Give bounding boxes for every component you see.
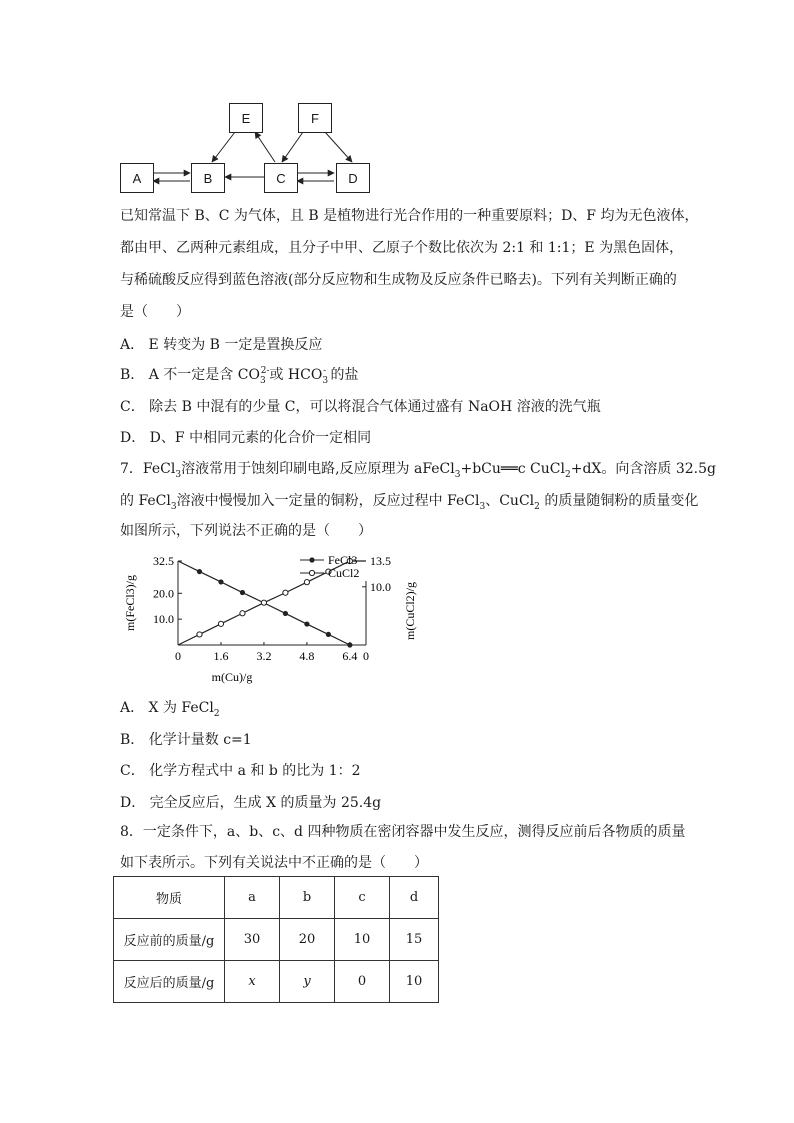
sub: 2 [564,469,571,480]
arrow-f-to-d [325,132,352,162]
left-tick-label: 10.0 [153,612,174,627]
data-point-fecl3 [283,611,288,616]
legend-label-cucl2: CuCl2 [328,566,360,580]
table-cell: 10 [335,919,390,961]
arrow-e-to-b [212,132,235,162]
node-d: D [336,163,370,193]
left-tick-label: 20.0 [153,586,174,601]
t: 的 FeCl [120,493,171,509]
data-point-fecl3 [240,590,245,595]
sub: 3 [454,469,461,480]
legend-label-fecl3: FeCl3 [328,553,358,567]
sub: 2 [534,501,540,512]
t: 7．FeCl [120,461,176,477]
table-cell: 反应后的质量/g [114,961,225,1003]
q7-option-c[interactable]: C． 化学方程式中 a 和 b 的比为 1：2 [120,763,361,779]
right-tick-label: 13.5 [370,554,391,568]
table-cell: y [280,961,335,1003]
table-cell: x [225,961,280,1003]
sup: - [323,366,327,377]
table-header-cell: 物质 [114,877,225,919]
node-a: A [120,163,154,193]
q7-stem-line-3: 如图所示，下列说法不正确的是（ ） [120,523,372,539]
x-tick-label: 1.6 [213,649,229,663]
sub: 3 [259,375,266,386]
node-f: F [298,103,332,133]
q6-stem-line-3: 与稀硫酸反应得到蓝色溶液(部分反应物和生成物及反应条件已略去)。下列有关判断正确的 [120,272,677,288]
table-cell: 10 [390,961,439,1003]
sub: 3 [175,469,182,480]
x-tick-label: 6.4 [342,649,358,663]
sub: 3 [322,375,329,386]
table-cell: 15 [390,919,439,961]
table-row [114,919,439,961]
q6-stem-line-2: 都由甲、乙两种元素组成，且分子中甲、乙原子个数比依次为 2:1 和 1:1；E 为黑色固体， [120,240,684,256]
q7-option-b[interactable]: B． 化学计量数 c=1 [120,732,252,748]
table-cell: 反应前的质量/g [114,919,225,961]
sub: 3 [170,501,177,512]
data-point-fecl3 [347,642,352,647]
node-b: B [191,163,225,193]
q6-option-a[interactable]: A． E 转变为 B 一定是置换反应 [120,337,323,353]
t: A． X 为 FeCl [120,700,214,716]
q8-stem-line-2: 如下表所示。下列有关说法中不正确的是（ ） [120,855,428,871]
data-point-fecl3 [304,621,309,626]
sub: 3 [479,501,486,512]
table-cell: 0 [335,961,390,1003]
right-tick-label: 10.0 [370,579,391,594]
data-point-cucl2 [261,600,266,605]
y-axis-label-left: m(FeCl3)/g [123,575,137,631]
q6-stem-line-4: 是（ ） [120,304,190,320]
data-point-cucl2 [197,632,202,637]
table-header-cell: d [390,877,439,919]
mass-table [113,876,439,1003]
q6-option-d[interactable]: D． D、F 中相同元素的化合价一定相同 [120,430,372,446]
q7-stem-line-1 [120,459,716,485]
data-point-fecl3 [197,569,202,574]
data-point-cucl2 [240,611,245,616]
q8-stem-line-1: 8．一定条件下，a、b、c、d 四种物质在密闭容器中发生反应，测得反应前后各物质的质量 [120,824,686,840]
x-tick-label: 0 [363,649,369,663]
data-point-cucl2 [218,621,223,626]
q7-option-d[interactable]: D． 完全反应后，生成 X 的质量为 25.4g [120,795,382,811]
table-cell: 30 [225,919,280,961]
q7-option-a[interactable] [120,697,220,719]
arrow-c-to-e [255,132,275,162]
t: +bCu══c CuCl [460,461,565,477]
t: 溶液中慢慢加入一定量的铜粉，反应过程中 FeCl [176,493,480,509]
table-cell: 20 [280,919,335,961]
t: +dX。向含溶质 32.5g [570,461,716,477]
table-header-row [114,877,439,919]
data-point-cucl2 [304,580,309,585]
node-e: E [229,103,263,133]
q6-option-b-mid: 或 HCO [269,367,323,383]
q6-option-c[interactable]: C． 除去 B 中混有的少量 C，可以将混合气体通过盛有 NaOH 溶液的洗气瓶 [120,399,601,415]
q6-option-b[interactable] [120,364,359,386]
q7-stem-line-2 [120,491,698,517]
q6-option-b-post: 的盐 [326,367,359,383]
legend-marker-cucl2 [309,570,314,575]
x-tick-label: 3.2 [256,649,272,663]
table-row [114,961,439,1003]
table-header-cell: b [280,877,335,919]
arrow-f-to-c [282,132,303,162]
t: 溶液常用于蚀刻印刷电路,反应原理为 aFeCl [181,461,455,477]
left-tick-label: 32.5 [153,554,174,568]
t: 、CuCl [485,493,535,509]
data-point-cucl2 [283,590,288,595]
sup: 2- [260,366,270,377]
x-tick-label: 4.8 [299,649,315,663]
legend-marker-fecl3 [309,557,314,562]
fecl3-cucl2-chart [118,548,428,688]
node-c: C [264,163,298,193]
y-axis-label-right: m(CuCl2)/g [403,581,417,641]
sub: 2 [213,708,220,719]
data-point-fecl3 [326,632,331,637]
table-header-cell: c [335,877,390,919]
x-tick-label: 0 [175,649,181,663]
q6-option-b-text: B． A 不一定是含 CO [120,367,260,383]
q6-stem-line-1: 已知常温下 B、C 为气体，且 B 是植物进行光合作用的一种重要原料；D、F 均为无色液体， [120,208,699,224]
t: 的质量随铜粉的质量变化 [539,493,699,509]
table-header-cell: a [225,877,280,919]
x-axis-label: m(Cu)/g [211,670,253,684]
data-point-fecl3 [218,579,223,584]
